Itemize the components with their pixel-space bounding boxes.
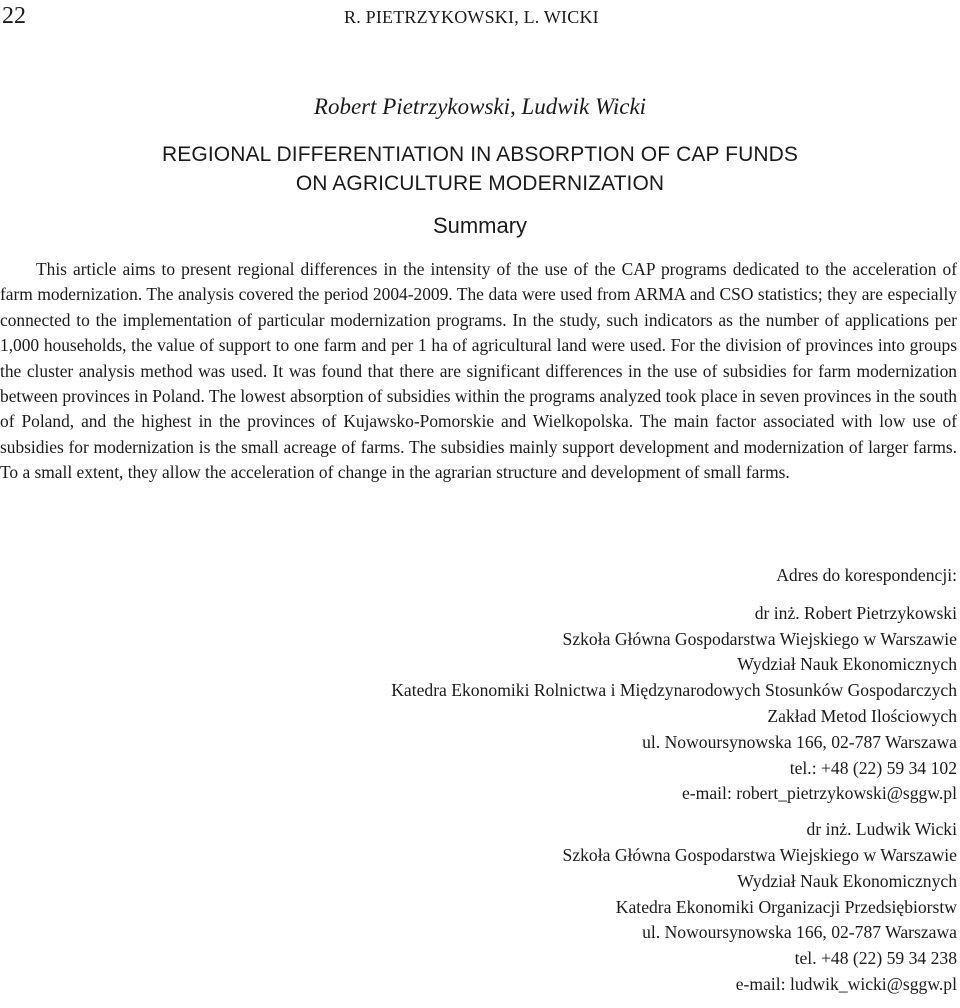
contact-department: Katedra Ekonomiki Organizacji Przedsiębiorstw — [615, 896, 957, 917]
contact-address: ul. Nowoursynowska 166, 02-787 Warszawa — [642, 922, 957, 943]
contact-department: Katedra Ekonomiki Rolnictwa i Międzynarodowych Stosunków Gospodarczych — [391, 680, 957, 701]
contact-name: dr inż. Ludwik Wicki — [806, 819, 957, 840]
correspondence-label: Adres do korespondencji: — [776, 565, 957, 585]
contact-unit: Zakład Metod Ilościowych — [767, 705, 957, 726]
contact-faculty: Wydział Nauk Ekonomicznych — [737, 870, 957, 891]
contact-address: ul. Nowoursynowska 166, 02-787 Warszawa — [642, 731, 957, 752]
article-title — [0, 140, 960, 198]
contact-email[interactable]: e-mail: robert_pietrzykowski@sggw.pl — [682, 783, 957, 804]
article-title-line: REGIONAL DIFFERENTIATION IN ABSORPTION OF CAP FUNDS — [162, 143, 798, 166]
contact-university: Szkoła Główna Gospodarstwa Wiejskiego w Warszawie — [562, 628, 957, 649]
contact-university: Szkoła Główna Gospodarstwa Wiejskiego w Warszawie — [562, 844, 957, 865]
contact-block-pietrzykowski — [157, 601, 957, 807]
summary-heading: Summary — [432, 213, 528, 238]
correspondence-section — [157, 563, 957, 1008]
running-header — [0, 2, 960, 30]
contact-phone: tel.: +48 (22) 59 34 102 — [789, 757, 957, 778]
contact-email[interactable]: e-mail: ludwik_wicki@sggw.pl — [735, 973, 957, 994]
running-title: R. PIETRZYKOWSKI, L. WICKI — [344, 7, 599, 27]
contact-phone: tel. +48 (22) 59 34 238 — [794, 948, 957, 969]
contact-block-wicki — [157, 817, 957, 998]
summary-paragraph: This article aims to present regional differences in the intensity of the use of the CAP programs dedicated to the acceleration of farm modernization. The analysis covered the period 2004-2009. The data were used from ARMA and CSO statistics; they are especially connected to the implementation of particular modernization programs. In the study, such indicators as the number of applications per 1,000 households, the value of support to one farm and per 1 ha of agricultural land were used. For the division of provinces into groups the cluster analysis method was used. It was found that there are significant differences in the use of subsidies for farm modernization between provinces in Poland. The lowest absorption of subsidies within the programs analyzed took place in seven provinces in the south of Poland, and the highest in the provinces of Kujawsko-Pomorskie and Wielkopolska. The main factor associated with low use of subsidies for modernization is the small acreage of farms. The subsidies mainly support development and modernization of larger farms. To a small extent, they allow the acceleration of change in the agrarian structure and development of small farms. — [0, 259, 957, 483]
contact-faculty: Wydział Nauk Ekonomicznych — [737, 654, 957, 675]
article-title-line: ON AGRICULTURE MODERNIZATION — [295, 172, 665, 195]
page-number: 22 — [2, 3, 26, 29]
article-authors: Robert Pietrzykowski, Ludwik Wicki — [313, 94, 647, 119]
contact-name: dr inż. Robert Pietrzykowski — [754, 602, 957, 623]
